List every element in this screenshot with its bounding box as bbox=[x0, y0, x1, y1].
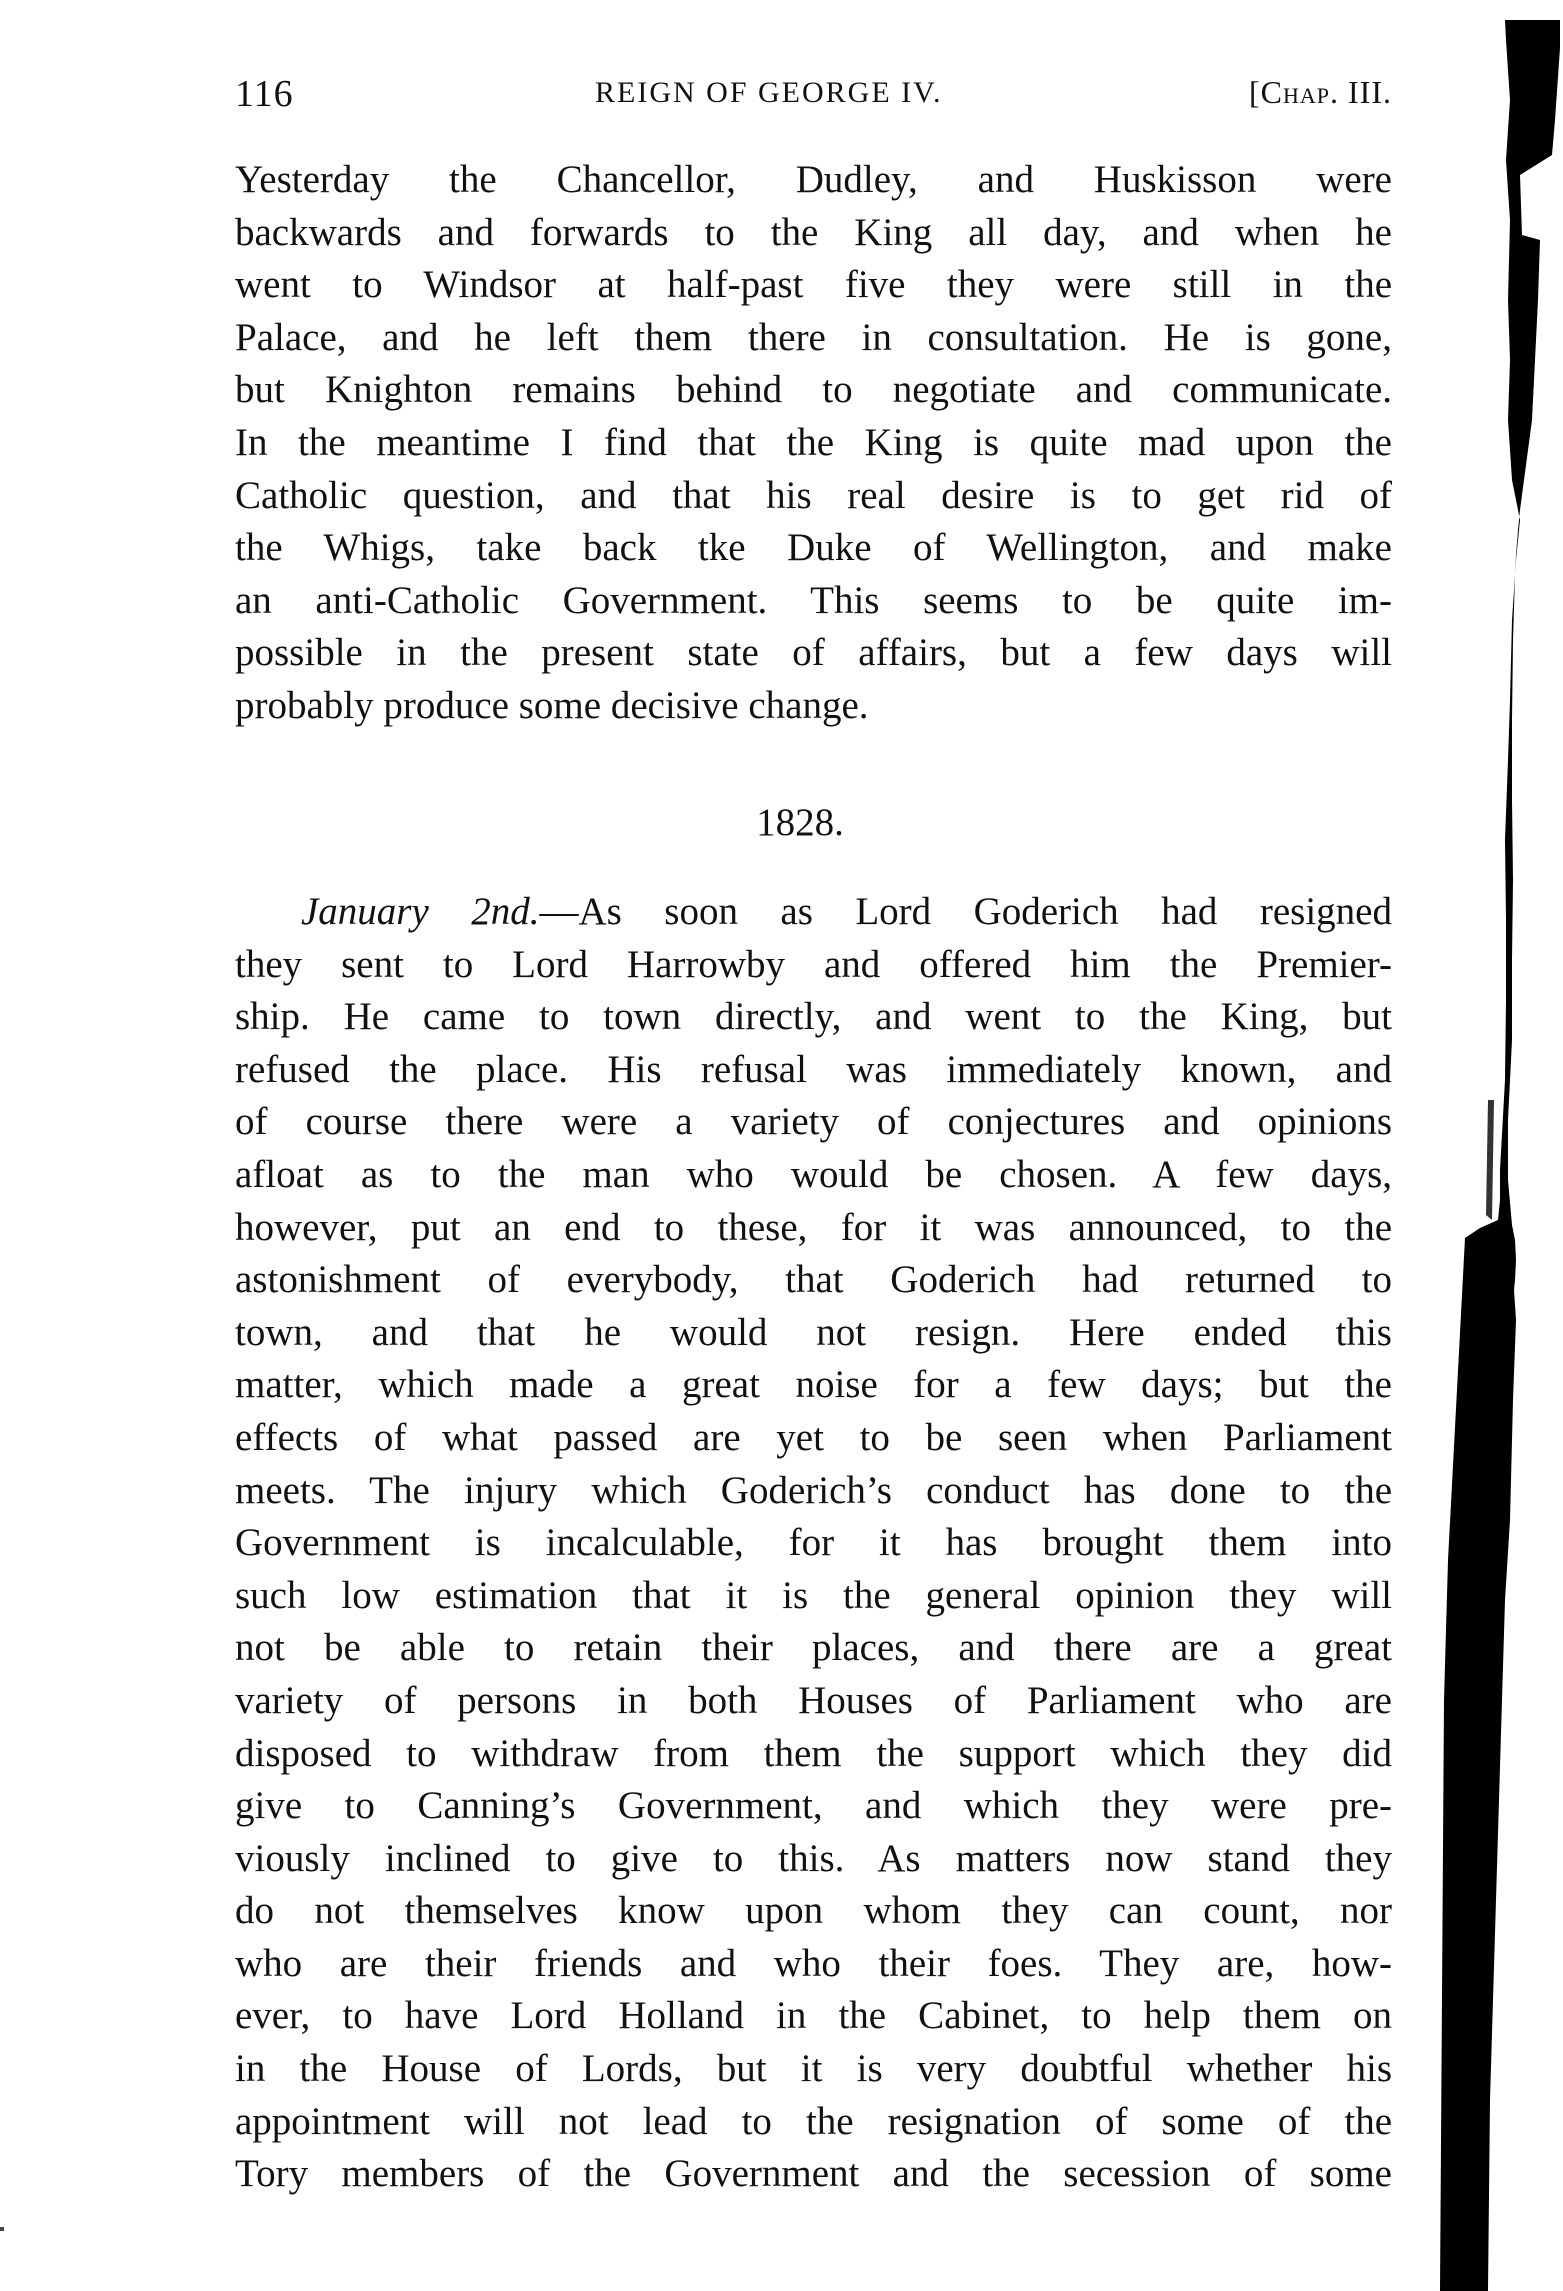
text-line: the Whigs, take back tke Duke of Wellington, and make bbox=[235, 526, 1392, 570]
text-line: disposed to withdraw from them the support which they did bbox=[235, 1731, 1392, 1775]
text-line: Tory members of the Government and the secession of some bbox=[235, 2152, 1392, 2196]
text-line: afloat as to the man who would be chosen. A few days, bbox=[235, 1152, 1392, 1196]
text-line: Government is incalculable, for it has brought them into bbox=[235, 1521, 1392, 1565]
entry-first-line bbox=[235, 886, 1392, 939]
text-line: appointment will not lead to the resignation of some of the bbox=[235, 2099, 1392, 2143]
text-line: ever, to have Lord Holland in the Cabinet, to help them on bbox=[235, 1994, 1392, 2038]
text-line: probably produce some decisive change. bbox=[235, 683, 869, 727]
chapter-text: Chap. III. bbox=[1260, 74, 1392, 110]
text-line: town, and that he would not resign. Here ended this bbox=[235, 1310, 1392, 1354]
text-line: of course there were a variety of conjectures and opinions bbox=[235, 1100, 1392, 1144]
text-line: do not themselves know upon whom they can count, nor bbox=[235, 1889, 1392, 1933]
text-line: in the House of Lords, but it is very doubtful whether his bbox=[235, 2047, 1392, 2091]
running-head bbox=[235, 72, 1392, 122]
diary-entry bbox=[235, 886, 1392, 2201]
entry-date: January 2nd. bbox=[301, 890, 540, 933]
text-line: such low estimation that it is the general opinion they will bbox=[235, 1573, 1392, 1617]
text-line: Yesterday the Chancellor, Dudley, and Huskisson were bbox=[235, 158, 1392, 201]
scan-speck bbox=[0, 2227, 4, 2231]
text-line: an anti-Catholic Government. This seems to be quite im- bbox=[235, 578, 1392, 622]
year-heading: 1828. bbox=[756, 801, 844, 844]
text-line: however, put an end to these, for it was announced, to the bbox=[235, 1205, 1392, 1249]
text-line: they sent to Lord Harrowby and offered him the Premier- bbox=[235, 942, 1392, 986]
text-line: viously inclined to give to this. As matters now stand they bbox=[235, 1836, 1392, 1880]
text-line: give to Canning’s Government, and which they were pre- bbox=[235, 1784, 1392, 1828]
text-line: went to Windsor at half-past five they were still in the bbox=[235, 263, 1392, 307]
chapter-bracket: [ bbox=[1249, 74, 1261, 110]
text-line: who are their friends and who their foes. They are, how- bbox=[235, 1941, 1392, 1985]
text-line: In the meantime I find that the King is quite mad upon the bbox=[235, 420, 1392, 464]
running-title: REIGN OF GEORGE IV. bbox=[595, 76, 943, 109]
text-line: effects of what passed are yet to be seen when Parliament bbox=[235, 1415, 1392, 1459]
entry-first-line-text: —As soon as Lord Goderich had resigned bbox=[539, 890, 1392, 933]
text-line: refused the place. His refusal was immediately known, and bbox=[235, 1047, 1392, 1091]
text-line: backwards and forwards to the King all day, and when he bbox=[235, 210, 1392, 254]
text-line: not be able to retain their places, and there are a great bbox=[235, 1626, 1392, 1670]
text-line: astonishment of everybody, that Goderich had returned to bbox=[235, 1258, 1392, 1302]
text-line: Catholic question, and that his real desire is to get rid of bbox=[235, 473, 1392, 517]
text-line: possible in the present state of affairs, but a few days will bbox=[235, 631, 1392, 675]
chapter-label bbox=[1249, 74, 1392, 111]
text-line: matter, which made a great noise for a few days; but the bbox=[235, 1363, 1392, 1407]
text-line: Palace, and he left them there in consultation. He is gone, bbox=[235, 315, 1392, 359]
page-number: 116 bbox=[235, 73, 294, 115]
text-line: ship. He came to town directly, and went to the King, but bbox=[235, 995, 1392, 1039]
paragraph-1 bbox=[235, 154, 1392, 733]
text-line: variety of persons in both Houses of Parliament who are bbox=[235, 1678, 1392, 1722]
text-line: meets. The injury which Goderich’s conduct has done to the bbox=[235, 1468, 1392, 1512]
text-line: but Knighton remains behind to negotiate and communicate. bbox=[235, 368, 1392, 412]
